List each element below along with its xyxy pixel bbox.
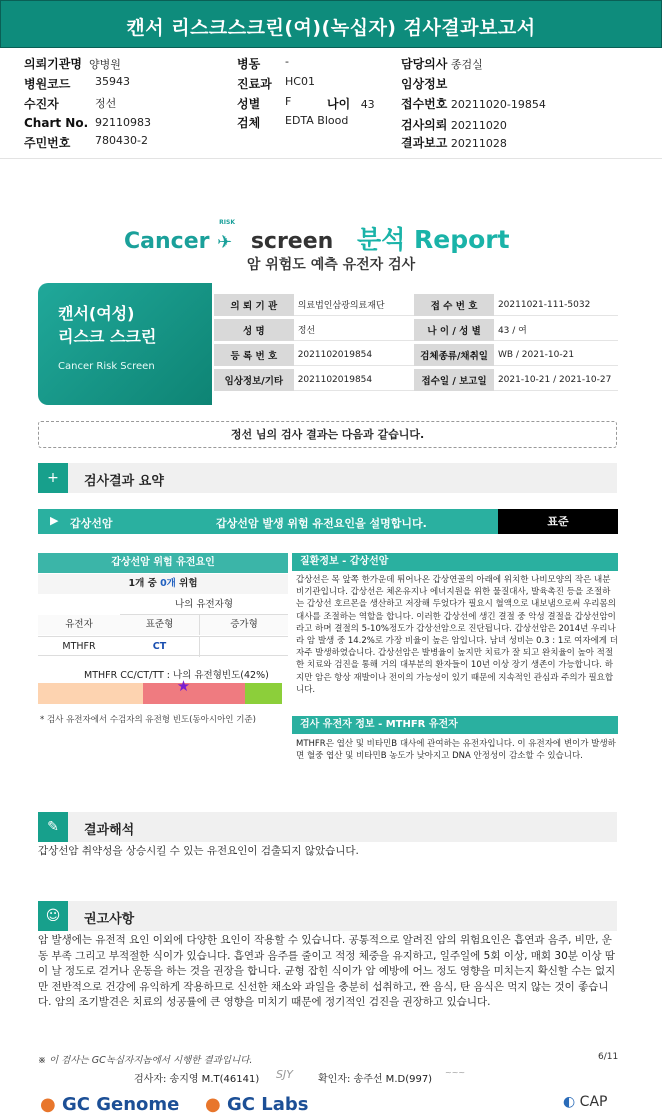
meta-institution: 의뢰기관명 양병원 — [24, 57, 121, 71]
risk-table-row: 유전자 표준형 증가형 — [38, 615, 288, 635]
meta-hospital-code: 병원코드 35943 — [24, 75, 130, 91]
interpretation-title: 결과해석 — [84, 823, 135, 838]
play-icon: ▶ — [50, 514, 59, 527]
info-row: 임상정보/기타 2021102019854 접수일 / 보고일 2021-10-21 / 2021-10-27 — [214, 369, 618, 391]
summary-standard-badge: 표준 — [498, 509, 618, 534]
frequency-label: MTHFR CC/CT/TT : 나의 유전형빈도(42%) — [84, 670, 269, 681]
confirmer-signature: ~~~ — [445, 1068, 466, 1077]
brand-report: 분석 Report — [356, 225, 510, 254]
divider — [0, 158, 662, 159]
tester-signature: SJY — [276, 1068, 293, 1081]
meta-doctor: 담당의사 종검실 — [401, 57, 483, 71]
report-title: 캔서 리스크스크린(여)(녹십자) 검사결과보고서 — [126, 17, 536, 39]
frequency-note: * 검사 유전자에서 수검자의 유전형 빈도(동아시아인 기준) — [40, 715, 256, 725]
meta-ward: 병동 - — [237, 55, 289, 71]
meta-sex: 성별 F — [237, 95, 292, 111]
footer-note: ※ 이 검사는 GC녹십자지놈에서 시행한 결과입니다. — [38, 1055, 253, 1066]
brand-subtitle: 암 위험도 예측 유전자 검사 — [246, 257, 416, 273]
user-advice-icon: ☺ — [38, 901, 68, 931]
my-genotype-star-icon: ★ — [176, 677, 191, 695]
summary-desc: 갑상선암 발생 위험 유전요인을 설명합니다. — [216, 517, 427, 530]
brand-cancer: Cancer — [124, 229, 210, 254]
summary-title: 검사결과 요약 — [84, 474, 164, 489]
tester: 검사자: 송지영 M.T(46141) — [134, 1074, 260, 1085]
info-row: 등 록 번 호 2021102019854 검체종류/채취일 WB / 2021-10-21 — [214, 344, 618, 366]
frequency-bar — [38, 677, 282, 704]
brand-logo — [124, 220, 510, 256]
add-document-icon: + — [38, 463, 68, 493]
summary-cancer-bar — [38, 509, 498, 534]
cap-logo: ◐ CAP — [563, 1094, 608, 1110]
risk-table-row: 나의 유전자형 — [38, 595, 288, 615]
meta-specimen: 검체 EDTA Blood — [237, 114, 349, 130]
brand-screen: screen — [250, 229, 334, 254]
summary-cancer: 갑상선암 — [70, 517, 113, 530]
page-number: 6/11 — [598, 1052, 619, 1062]
frequency-segment-tt — [245, 683, 282, 704]
meta-chart-no: Chart No. 92110983 — [24, 116, 151, 130]
meta-dept: 진료과 HC01 — [237, 75, 315, 91]
info-row: 성 명 정선 나 이 / 성 별 43 / 여 — [214, 319, 618, 341]
risk-table-row: MTHFR CT — [38, 636, 288, 656]
meta-age: 나이 43 — [327, 97, 375, 111]
risk-factor-header: 갑상선암 위험 유전요인 — [38, 553, 288, 573]
meta-recipient: 수진자 정선 — [24, 97, 117, 111]
disease-info-header: 질환정보 - 갑상선암 — [292, 553, 618, 571]
ribbon-icon: ✈ — [217, 232, 233, 253]
gene-info-text: MTHFR은 엽산 및 비타민B 대사에 관여하는 유전자입니다. 이 유전자에 변이가 발생하면 혈중 엽산 및 비타민B 농도가 낮아지고 DNA 안정성이 감소할 수 있습니다. — [296, 739, 616, 762]
card-subtitle: Cancer Risk Screen — [58, 361, 155, 372]
card-title: 캔서(여성) 리스크 스크린 — [58, 304, 157, 346]
meta-request: 검사의뢰 20211020 — [401, 118, 507, 132]
confirmer: 확인자: 송주선 M.D(997) — [318, 1074, 433, 1085]
meta-receipt: 접수번호 20211020-19854 — [401, 97, 546, 111]
risk-count: 1개 중 0개 위험 — [38, 574, 288, 594]
frequency-segment-cc — [38, 683, 143, 704]
interpretation-text: 갑상선암 취약성을 상승시킬 수 있는 유전요인이 검출되지 않았습니다. — [38, 845, 359, 857]
frequency-segment-ct — [143, 683, 245, 704]
clipboard-icon: ✎ — [38, 812, 68, 842]
gene-info-header: 검사 유전자 정보 - MTHFR 유전자 — [292, 716, 618, 734]
intro-message: 정선 님의 검사 결과는 다음과 같습니다. — [38, 421, 617, 448]
meta-clinical: 임상정보 — [401, 77, 448, 91]
meta-report-date: 결과보고 20211028 — [401, 136, 507, 150]
info-row: 의 뢰 기 관 의료법인삼광의료재단 접 수 번 호 20211021-111-5032 — [214, 294, 618, 316]
gc-labs-logo: ● GC Labs — [205, 1094, 309, 1115]
meta-resident-no: 주민번호 780430-2 — [24, 134, 148, 150]
disease-info-text: 갑상선은 목 앞쪽 한가운데 튀어나온 갑상연골의 아래에 위치한 나비모양의 작은 내분비기관입니다. 갑상선은 체온유지나 에너지원을 위한 물질대사, 발육촉진 등을 조절하는 갑상선 호르몬을 생산하고 저장해 두었다가 필요시 혈액으로 내보냄으로써 우리몸의 대사를 조절하는 역할을 합니다. 이러한 갑상선에 생긴 결절 중 악성 결절을 갑상선암이라고 하며 결절의 5-10%정도가 갑상선암으로 진단됩니다. 갑상선암은 2014년 우리나라 암 발생 중 14.2%로 가장 비율이 높은 암입니다. 남녀 성비는 0.3 : 1로 여자에게 더 자주 발생하였습니다. 갑상선암은 발병율이 높지만 치료가 잘 되고 완치율이 높아 적절한 치료와 검진을 통해 거의 대부분의 환자들이 10년 이상 장기 생존이 가능합니다. 하지만 암은 항상 재발이나 전이의 가능성이 있기 때문에 지속적인 관심과 주의가 필요합니다. — [296, 575, 618, 695]
advice-text: 암 발생에는 유전적 요인 이외에 다양한 요인이 작용할 수 있습니다. 공통적으로 알려진 암의 위험요인은 흡연과 음주, 비만, 운동 부족 그리고 부적절한 식이가 있습니다. 흡연과 음주를 줄이고 적정 체중을 유지하고, 일주일에 5회 이상, 매회 30분 이상 땀이 날 정도로 걷거나 운동을 하는 것을 권장을 합니다. 균형 잡힌 식이가 암 예방에 어느 정도 영향을 미치는지 확신할 수는 없지만 전반적으로 건강에 유익하게 작용하므로 신선한 채소와 과일을 충분히 섭취하고, 짠 음식, 탄 음식은 먹지 않는 것이 좋습니다. 암의 조기발견은 치료의 성공률에 큰 영향을 미치기 때문에 정기적인 검진을 권장하고 있습니다. — [38, 934, 616, 1008]
brand-risk: RISK — [219, 219, 235, 226]
advice-title: 권고사항 — [84, 912, 135, 927]
patient-info-table — [214, 291, 618, 394]
brand-risk-badge — [217, 219, 243, 254]
gc-genome-logo: ● GC Genome — [40, 1094, 180, 1115]
